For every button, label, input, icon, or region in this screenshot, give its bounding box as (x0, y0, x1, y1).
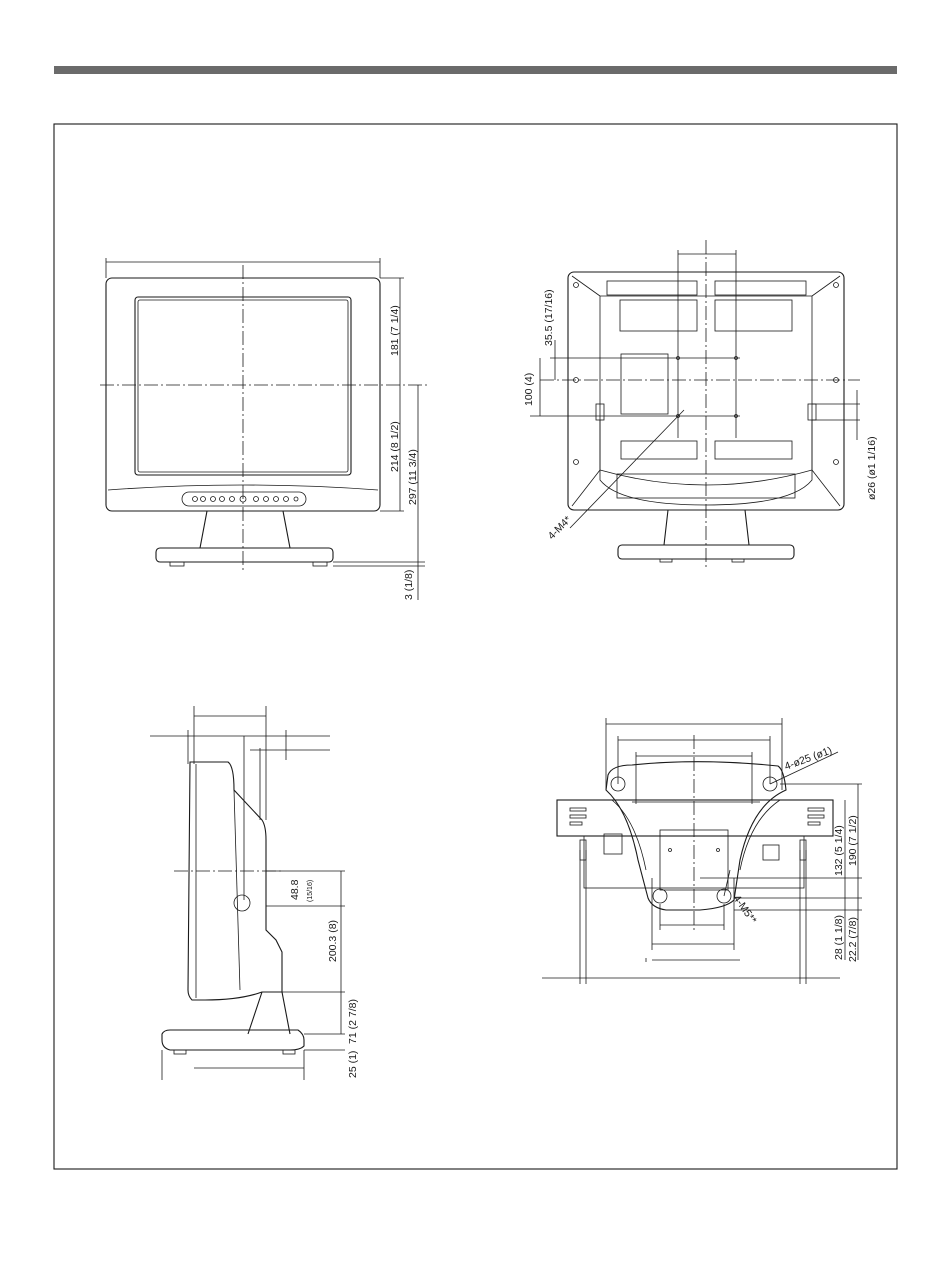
dim-28: 28 (1 1/8) (833, 915, 845, 960)
dim-71: 71 (2 7/8) (347, 999, 359, 1044)
dim-hole: 4-ø25 (ø1) (782, 744, 834, 773)
dim-214: 214 (8 1/2) (389, 421, 401, 472)
bottom-view (542, 718, 862, 984)
rear-view (523, 240, 878, 570)
dim-48-8-inch: (15/16) (307, 879, 314, 902)
dim-190: 190 (7 1/2) (847, 815, 859, 866)
label-m4: 4-M4* (545, 513, 574, 543)
dim-181: 181 (7 1/4) (389, 305, 401, 356)
front-base (156, 548, 333, 562)
dim-200-3: 200.3 (8) (327, 919, 339, 962)
dim-48-8: 48.8 (289, 879, 301, 900)
dim-3: 3 (1/8) (403, 569, 415, 600)
header-bar (54, 66, 897, 74)
dim-132: 132 (5 1/4) (833, 825, 845, 876)
dim-22-2: 22.2 (7/8) (847, 917, 859, 962)
dim-297: 297 (11 3/4) (407, 449, 419, 505)
dim-100: 100 (4) (523, 372, 535, 406)
dim-26: ø26 (ø1 1/16) (866, 436, 878, 500)
side-panel (188, 762, 282, 1000)
side-view (150, 706, 359, 1080)
label-m5: 4-M5** (730, 892, 759, 927)
dim-25: 25 (1) (347, 1050, 359, 1078)
front-view (100, 258, 430, 600)
dim-35-5: 35.5 (17/16) (543, 289, 555, 346)
